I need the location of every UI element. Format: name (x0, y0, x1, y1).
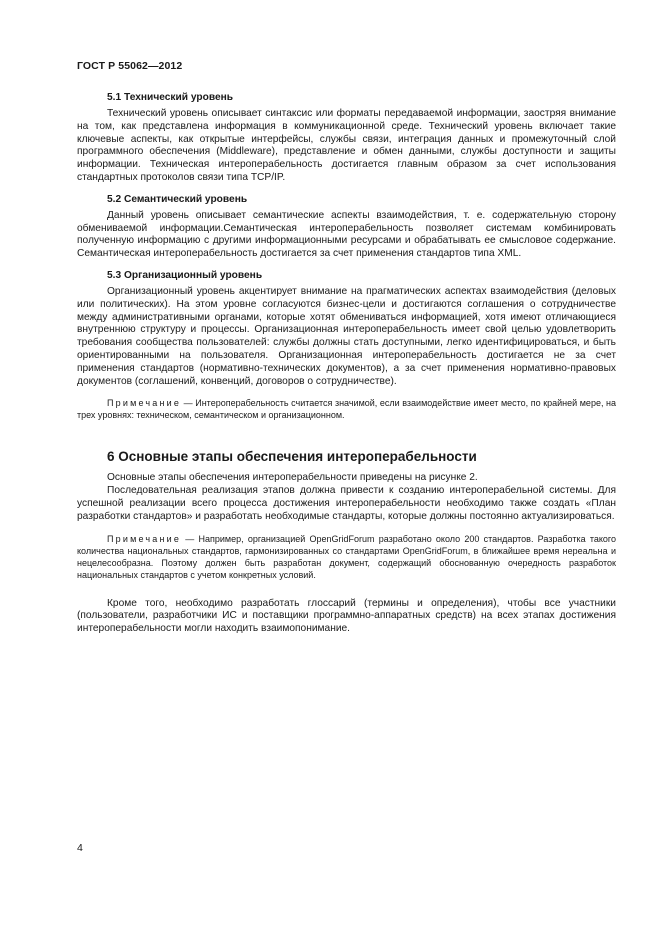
page-number: 4 (77, 842, 83, 854)
section-5-3-title: 5.3 Организационный уровень (107, 269, 263, 281)
note-1-text: — Интероперабельность считается значимой, если взаимодействие имеет место, по крайней мере, на трех уровнях: техническом, семантическом и организационном. (77, 398, 616, 421)
note-2 (77, 533, 616, 581)
note-1 (77, 397, 616, 421)
page-content (77, 92, 616, 636)
section-5-2-text: Данный уровень описывает семантические аспекты взаимодействия, т. е. содержательную сторону обмениваемой информации.Семантическая интероперабельность позволяет системам комбинировать полученную информацию с другими информационными ресурсами и обрабатывать ее смысловое содержание. Семантическая интероперабельность достигается за счет применения стандартов типа XML. (77, 209, 616, 260)
document-header: ГОСТ Р 55062—2012 (77, 60, 183, 72)
note-2-text: — Например, организацией OpenGridForum разработано около 200 стандартов. Разработка такого количества национальных стандартов, гармонизированных со стандартами OpenGridForum, в ближайшее время нереальна и нецелесообразна. Поэтому должен быть разработан документ, содержащий обоснованную очередность разработок национальных стандартов с учетом конкретных условий. (77, 533, 616, 580)
section-6-title: 6 Основные этапы обеспечения интероперабельности (107, 449, 477, 465)
section-5-3-text: Организационный уровень акцентирует внимание на прагматических аспектах взаимодействия (деловых или политических). На этом уровне согласуются бизнес-цели и достигаются соглашения о сотрудничестве между административными органами, которые хотят обмениваться информацией, хотя имеют отличающиеся внутреннюю структуру и процессы. Организационная интероперабельность имеет свой целью удовлетворить требования сообщества пользователей: службы должны стать доступными, легко идентифицироваться, и быть ориентированными на пользователя. Организационная интероперабельность достигается не за счет применения стандартов (нормативно-технических документов), а за счет применения нормативно-правовых документов (соглашений, конвенций, договоров о сотрудничестве). (77, 285, 616, 387)
final-paragraph: Кроме того, необходимо разработать глоссарий (термины и определения), чтобы все участники (пользователи, разработчики ИС и поставщики программно-аппаратных средств) на всех этапах достижения интероперабельности могли находить взаимопонимание. (77, 597, 616, 635)
section-6-paragraph-1: Основные этапы обеспечения интероперабельности приведены на рисунке 2. (107, 472, 478, 484)
section-5-1-title: 5.1 Технический уровень (107, 92, 234, 103)
section-6-paragraph-2: Последовательная реализация этапов должна привести к созданию интероперабельной системы. Для успешной реализации всего процесса достижения интероперабельности необходимо также создать «План разработки стандартов» и разработать необходимые стандарты, которые должны постоянно актуализироваться. (77, 485, 616, 522)
note-2-label: Примечание (107, 533, 182, 544)
note-1-label: Примечание (107, 398, 182, 409)
section-5-1-text: Технический уровень описывает синтаксис или форматы передаваемой информации, заостряя внимание на том, как представлена информация в коммуникационной среде. Технический уровень включает такие ключевые аспекты, как открытые интерфейсы, службы связи, интеграция данных и промежуточный слой программного обеспечения (Middleware), представление и обмен данными, службы доступности и защиты информации. Техническая интероперабельность достигается главным образом за счет использования стандартных протоколов связи типа TCP/IP. (77, 108, 616, 183)
section-5-2-title: 5.2 Семантический уровень (107, 193, 248, 205)
